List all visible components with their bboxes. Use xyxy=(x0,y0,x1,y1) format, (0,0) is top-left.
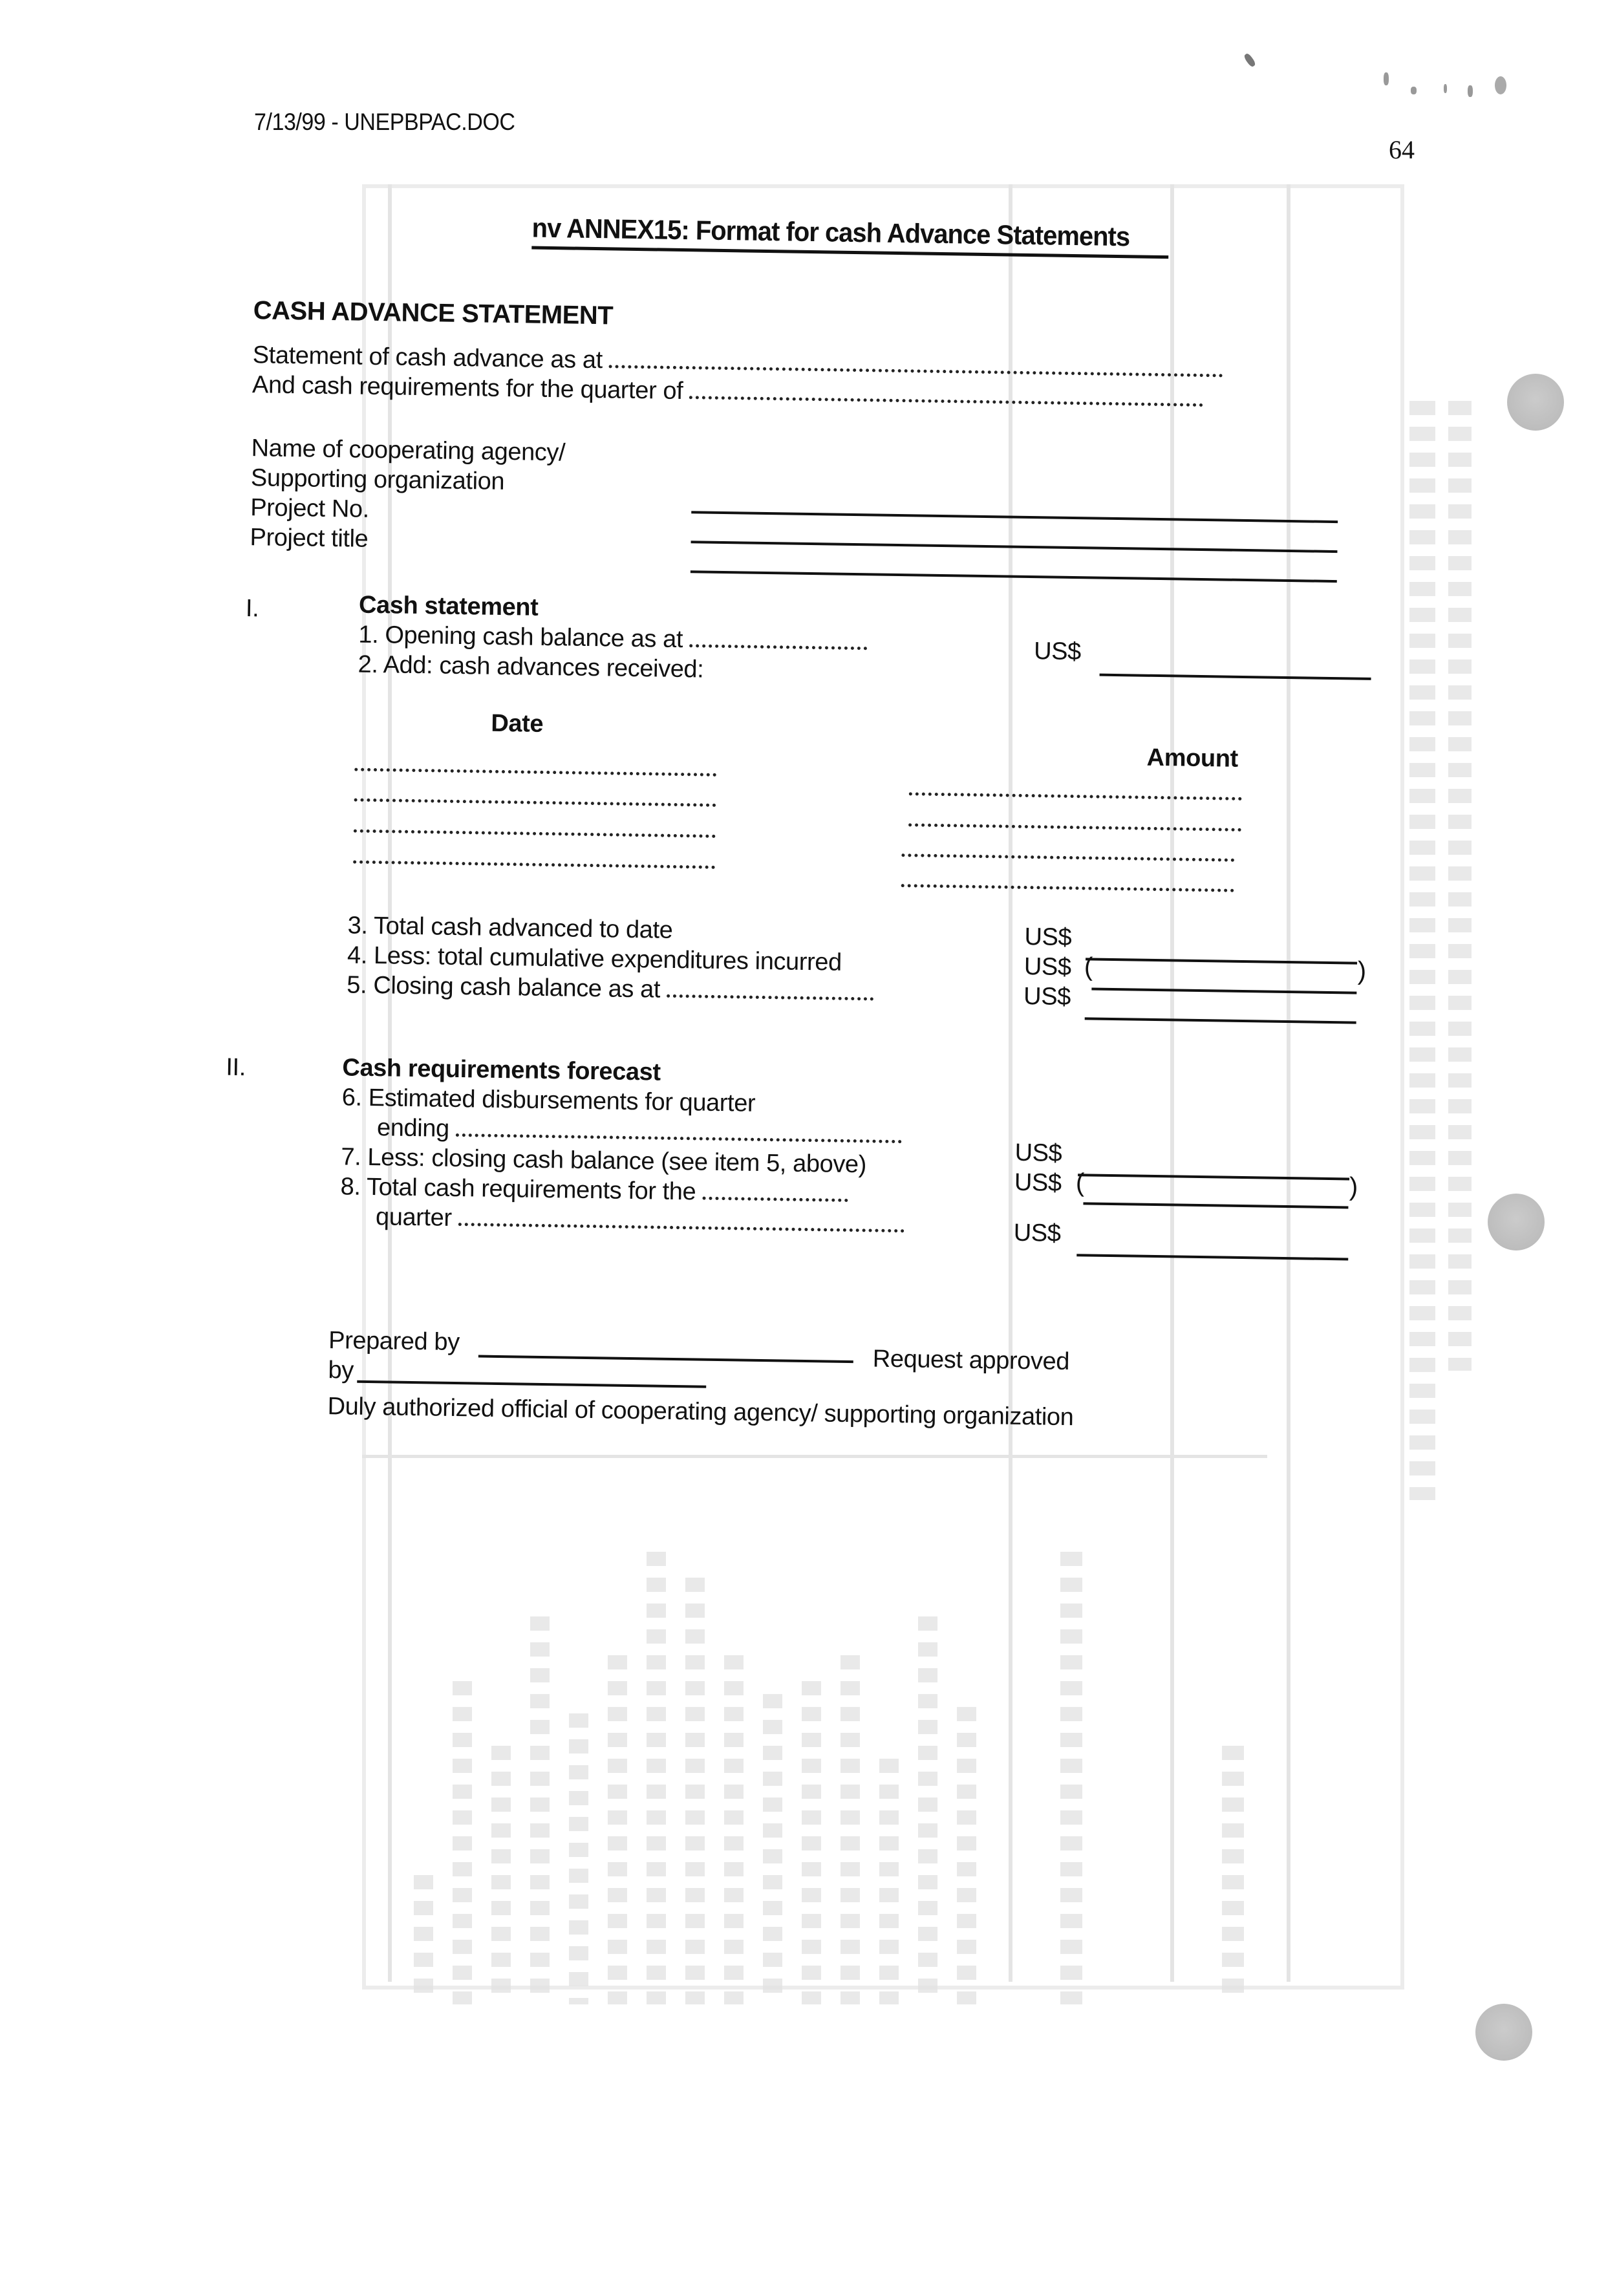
item6-label-line1: 6. Estimated disbursements for quarter xyxy=(341,1084,756,1117)
item7-paren-open: ( xyxy=(1075,1168,1085,1197)
prepared-by-label: Prepared by xyxy=(328,1327,460,1357)
advance-amount-field[interactable] xyxy=(901,884,1234,892)
item3-currency: US$ xyxy=(1024,923,1072,952)
advance-date-field[interactable] xyxy=(354,768,716,777)
item7-label: 7. Less: closing cash balance (see item 5, above) xyxy=(341,1143,867,1179)
form-heading: CASH ADVANCE STATEMENT xyxy=(253,296,614,330)
prepared-by-signature-line[interactable] xyxy=(478,1355,853,1364)
requirements-quarter-label: And cash requirements for the quarter of xyxy=(252,371,683,405)
item5-currency: US$ xyxy=(1023,982,1071,1011)
section1-numeral: I. xyxy=(245,595,259,623)
amount-column-header: Amount xyxy=(1146,744,1239,773)
item8-amount-line[interactable] xyxy=(1076,1254,1348,1260)
item7-paren-close: ) xyxy=(1349,1172,1358,1201)
item7-currency: US$ xyxy=(1014,1168,1062,1197)
advance-date-field[interactable] xyxy=(354,799,716,807)
item1-amount-line[interactable] xyxy=(1100,674,1371,680)
section1-title: Cash statement xyxy=(358,591,539,621)
agency-label-line2: Supporting organization xyxy=(250,464,505,495)
item4-paren-close: ) xyxy=(1357,956,1367,985)
advance-amount-field[interactable] xyxy=(901,853,1234,862)
item4-label: 4. Less: total cumulative expenditures incurred xyxy=(347,941,842,976)
item8-row xyxy=(340,1173,848,1208)
item6-amount-line[interactable] xyxy=(1078,1174,1349,1180)
item1-currency: US$ xyxy=(1033,638,1082,666)
date-column-header: Date xyxy=(491,709,544,738)
item1-label: 1. Opening cash balance as at xyxy=(358,621,683,654)
project-no-field-line[interactable] xyxy=(691,541,1338,553)
item5-date-field[interactable] xyxy=(667,994,873,1001)
advance-amount-field[interactable] xyxy=(908,823,1241,831)
item1-row xyxy=(358,621,867,657)
item3-amount-line[interactable] xyxy=(1086,958,1357,964)
advance-amount-field[interactable] xyxy=(909,792,1242,800)
annex-title: nv ANNEX15: Format for cash Advance Statements xyxy=(531,212,1130,252)
file-stamp: 7/13/99 - UNEPBPAC.DOC xyxy=(254,109,515,135)
item4-amount-line[interactable] xyxy=(1091,988,1356,994)
item3-label: 3. Total cash advanced to date xyxy=(347,912,673,944)
section2-title: Cash requirements forecast xyxy=(342,1054,661,1086)
authorized-official-caption: Duly authorized official of cooperating agency/ supporting organization xyxy=(327,1393,1074,1432)
agency-field-line[interactable] xyxy=(691,511,1338,523)
item5-amount-line[interactable] xyxy=(1085,1017,1356,1024)
item5-label: 5. Closing cash balance as at xyxy=(347,971,661,1003)
item6-label-line2: ending xyxy=(376,1114,450,1143)
project-no-label: Project No. xyxy=(250,494,370,523)
item8-label-line1: 8. Total cash requirements for the xyxy=(340,1173,696,1206)
statement-as-at-label: Statement of cash advance as at xyxy=(252,341,603,374)
item5-row xyxy=(347,971,874,1007)
page-number: 64 xyxy=(1389,135,1415,164)
item1-date-field[interactable] xyxy=(689,644,867,650)
request-approved-label: Request approved xyxy=(872,1345,1070,1376)
item8-row2 xyxy=(376,1203,905,1239)
item4-paren-open: ( xyxy=(1084,952,1093,982)
advance-date-field[interactable] xyxy=(354,830,716,838)
requirements-quarter-field[interactable] xyxy=(689,396,1203,407)
item6-date-field[interactable] xyxy=(456,1133,902,1143)
project-title-field-line[interactable] xyxy=(691,570,1337,583)
item7-amount-line[interactable] xyxy=(1083,1202,1348,1208)
item8-currency: US$ xyxy=(1013,1219,1061,1247)
item2-label: 2. Add: cash advances received: xyxy=(358,650,704,683)
item8-quarter-field[interactable] xyxy=(702,1197,848,1202)
approved-by-signature-line[interactable] xyxy=(357,1380,706,1388)
advance-date-field[interactable] xyxy=(353,861,715,869)
item8-line2-field[interactable] xyxy=(458,1223,905,1232)
agency-label-line1: Name of cooperating agency/ xyxy=(251,435,566,467)
item6-row xyxy=(377,1114,902,1150)
item4-currency: US$ xyxy=(1023,952,1071,982)
item6-currency: US$ xyxy=(1014,1139,1062,1167)
section2-numeral: II. xyxy=(226,1053,246,1082)
statement-date-field[interactable] xyxy=(609,365,1223,377)
approved-by-label: by xyxy=(328,1357,354,1384)
item8-label-line2: quarter xyxy=(375,1203,452,1232)
project-title-label: Project title xyxy=(250,524,369,553)
